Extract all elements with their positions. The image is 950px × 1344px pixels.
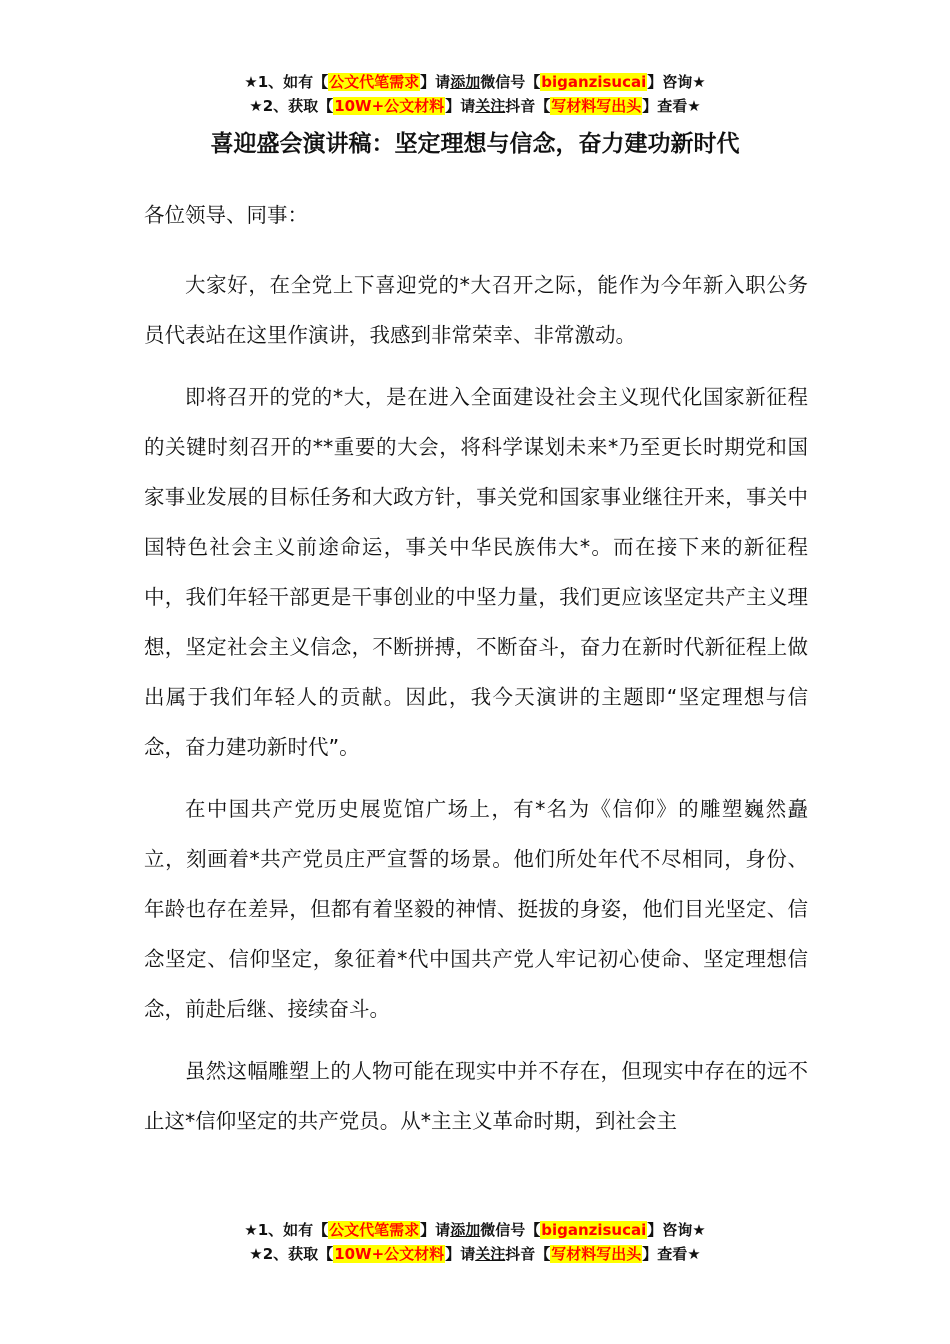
- banner-text: ★2、获取【: [249, 97, 334, 115]
- banner-text: 抖音【: [505, 97, 551, 115]
- paragraph-4: 虽然这幅雕塑上的人物可能在现实中并不存在，但现实中存在的远不止这*信仰坚定的共产党员。从*主主义革命时期，到社会主: [144, 1059, 808, 1133]
- banner-text: 】请: [420, 73, 451, 91]
- salutation: 各位领导、同事：: [144, 203, 308, 227]
- document-title: 喜迎盛会演讲稿：坚定理想与信念，奋力建功新时代: [210, 131, 740, 157]
- underlined-text: 添加: [450, 73, 481, 91]
- banner-text: 】咨询★: [647, 1221, 706, 1239]
- paragraph-3: 在中国共产党历史展览馆广场上，有*名为《信仰》的雕塑巍然矗立，刻画着*共产党员庄严宣誓的场景。他们所处年代不尽相同，身份、年龄也存在差异，但都有着坚毅的神情、挺拔的身姿，他们目光坚定、信念坚定、信仰坚定，象征着*代中国共产党人牢记初心使命、坚定理想信念，前赴后继、接续奋斗。: [144, 797, 808, 1021]
- banner-text: 】请: [420, 1221, 451, 1239]
- highlight-service: 公文代笔需求: [329, 1221, 420, 1239]
- footer-banner: [0, 1218, 950, 1266]
- underlined-text: 关注: [475, 97, 506, 115]
- banner-text: 微信号【: [480, 1221, 541, 1239]
- banner-text: 】查看★: [642, 1245, 701, 1263]
- highlight-service: 公文代笔需求: [329, 73, 420, 91]
- header-banner: [0, 70, 950, 118]
- banner-text: 抖音【: [505, 1245, 551, 1263]
- banner-text: ★1、如有【: [244, 1221, 329, 1239]
- banner-line-2: [0, 1242, 950, 1266]
- document-body: [144, 190, 808, 1158]
- banner-line-1: [0, 70, 950, 94]
- highlight-douyin: 写材料写出头: [551, 1245, 642, 1263]
- highlight-wechat-id: biganzisucai: [541, 1221, 647, 1239]
- paragraph-2: 即将召开的党的*大，是在进入全面建设社会主义现代化国家新征程的关键时刻召开的**重要的大会，将科学谋划未来*乃至更长时期党和国家事业发展的目标任务和大政方针，事关党和国家事业继往开来，事关中国特色社会主义前途命运，事关中华民族伟大*。而在接下来的新征程中，我们年轻干部更是干事创业的中坚力量，我们更应该坚定共产主义理想，坚定社会主义信念，不断拼搏，不断奋斗，奋力在新时代新征程上做出属于我们年轻人的贡献。因此，我今天演讲的主题即“坚定理想与信念，奋力建功新时代”。: [144, 385, 808, 759]
- highlight-materials: 10W+公文材料: [334, 1245, 445, 1263]
- banner-text: 】咨询★: [647, 73, 706, 91]
- banner-line-1: [0, 1218, 950, 1242]
- highlight-douyin: 写材料写出头: [551, 97, 642, 115]
- banner-text: ★1、如有【: [244, 73, 329, 91]
- underlined-text: 关注: [475, 1245, 506, 1263]
- banner-text: 】请: [445, 97, 476, 115]
- underlined-text: 添加: [450, 1221, 481, 1239]
- banner-text: ★2、获取【: [249, 1245, 334, 1263]
- highlight-materials: 10W+公文材料: [334, 97, 445, 115]
- paragraph-1: 大家好，在全党上下喜迎党的*大召开之际，能作为今年新入职公务员代表站在这里作演讲，我感到非常荣幸、非常激动。: [144, 273, 808, 347]
- highlight-wechat-id: biganzisucai: [541, 73, 647, 91]
- banner-text: 微信号【: [480, 73, 541, 91]
- banner-text: 】查看★: [642, 97, 701, 115]
- banner-text: 】请: [445, 1245, 476, 1263]
- banner-line-2: [0, 94, 950, 118]
